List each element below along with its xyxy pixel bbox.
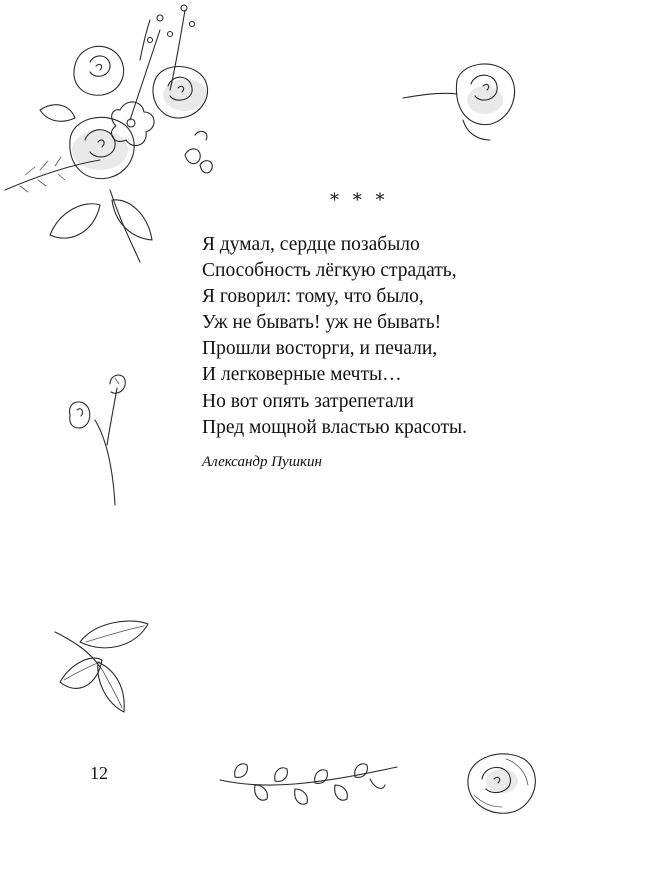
rose-bouquet-illustration <box>0 0 240 270</box>
poem-author: Александр Пушкин <box>202 454 322 470</box>
rosebud-stem-illustration <box>55 370 135 510</box>
leafy-branch-illustration <box>215 755 400 825</box>
poem-line: Прошли восторги, и печали, <box>202 338 438 360</box>
poem-line: Пред мощной властью красоты. <box>202 416 468 438</box>
single-rose-illustration <box>395 50 525 150</box>
poem-line: Но вот опять затрепетали <box>202 390 414 412</box>
section-ornament: * * * <box>330 190 389 211</box>
page-number: 12 <box>90 763 108 783</box>
poem-line: Я думал, сердце позабыло <box>202 234 420 255</box>
poem-line: Способность лёгкую страдать, <box>202 260 457 282</box>
poem-line: Уж не бывать! уж не бывать! <box>202 312 442 334</box>
poem-line: Я говорил: тому, что было, <box>202 286 424 308</box>
small-rose-illustration <box>462 745 547 820</box>
poem-line: И легковерные мечты… <box>202 364 402 386</box>
poem-text <box>202 232 467 441</box>
leaves-illustration <box>50 612 160 717</box>
